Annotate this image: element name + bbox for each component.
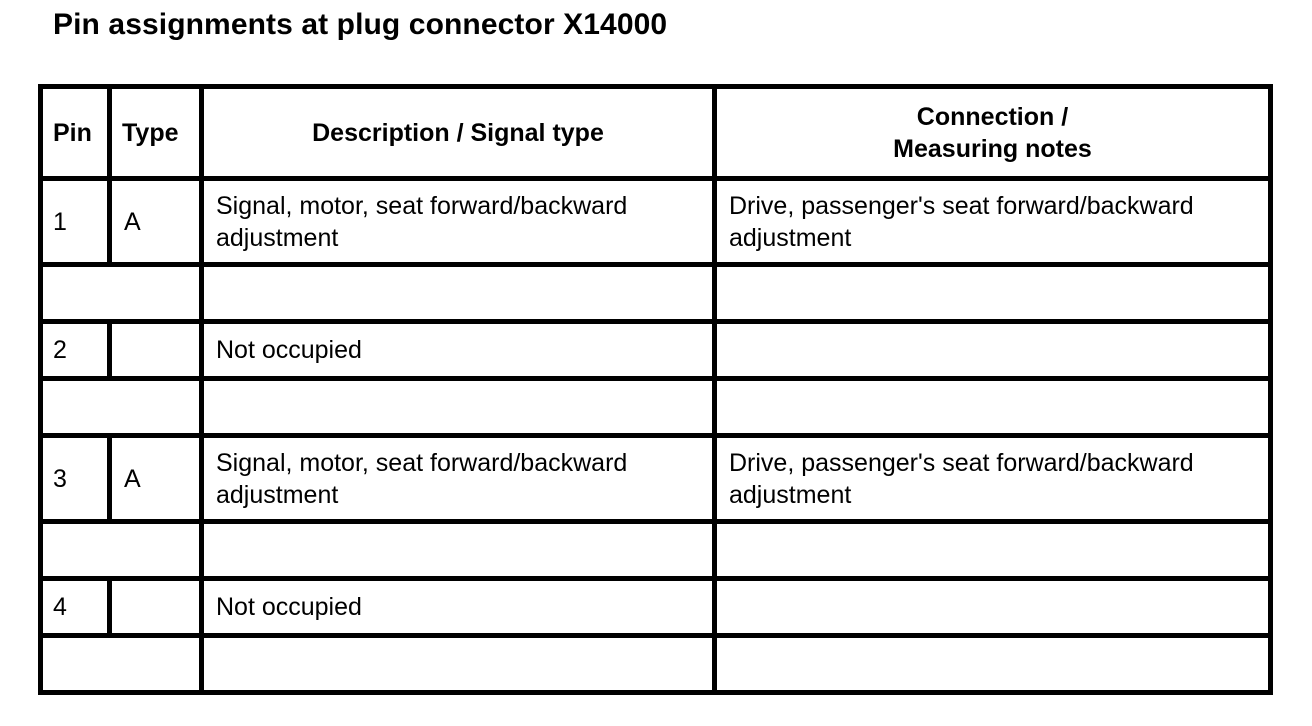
cell-connection: Drive, passenger's seat forward/backward adjustment (715, 179, 1271, 265)
cell-type: A (110, 436, 202, 522)
cell-pin: 1 (41, 179, 110, 265)
spacer-row (41, 265, 1271, 322)
spacer-row (41, 636, 1271, 693)
spacer-cell (715, 522, 1271, 579)
spacer-cell (41, 379, 202, 436)
cell-pin: 4 (41, 579, 110, 636)
table-row (41, 436, 1271, 522)
cell-description: Signal, motor, seat forward/backward adjustment (202, 179, 715, 265)
header-connection-line2: Measuring notes (893, 134, 1092, 163)
spacer-row (41, 522, 1271, 579)
cell-connection (715, 579, 1271, 636)
header-type: Type (110, 87, 202, 179)
spacer-cell (41, 522, 202, 579)
cell-pin: 3 (41, 436, 110, 522)
cell-type (110, 579, 202, 636)
spacer-cell (41, 636, 202, 693)
cell-description: Not occupied (202, 579, 715, 636)
cell-pin: 2 (41, 322, 110, 379)
cell-connection (715, 322, 1271, 379)
header-pin: Pin (41, 87, 110, 179)
spacer-cell (715, 379, 1271, 436)
page-title: Pin assignments at plug connector X14000 (53, 8, 668, 41)
cell-type (110, 322, 202, 379)
spacer-cell (202, 522, 715, 579)
spacer-cell (715, 265, 1271, 322)
header-connection (715, 87, 1271, 179)
cell-description: Signal, motor, seat forward/backward adjustment (202, 436, 715, 522)
table-header-row (41, 87, 1271, 179)
cell-type: A (110, 179, 202, 265)
header-connection-line1: Connection / (916, 102, 1069, 131)
spacer-row (41, 379, 1271, 436)
table-row (41, 322, 1271, 379)
spacer-cell (41, 265, 202, 322)
cell-connection: Drive, passenger's seat forward/backward adjustment (715, 436, 1271, 522)
spacer-cell (202, 636, 715, 693)
spacer-cell (715, 636, 1271, 693)
spacer-cell (202, 265, 715, 322)
spacer-cell (202, 379, 715, 436)
header-description: Description / Signal type (202, 87, 715, 179)
pin-assignment-table (38, 84, 1273, 695)
table-row (41, 179, 1271, 265)
table-row (41, 579, 1271, 636)
cell-description: Not occupied (202, 322, 715, 379)
